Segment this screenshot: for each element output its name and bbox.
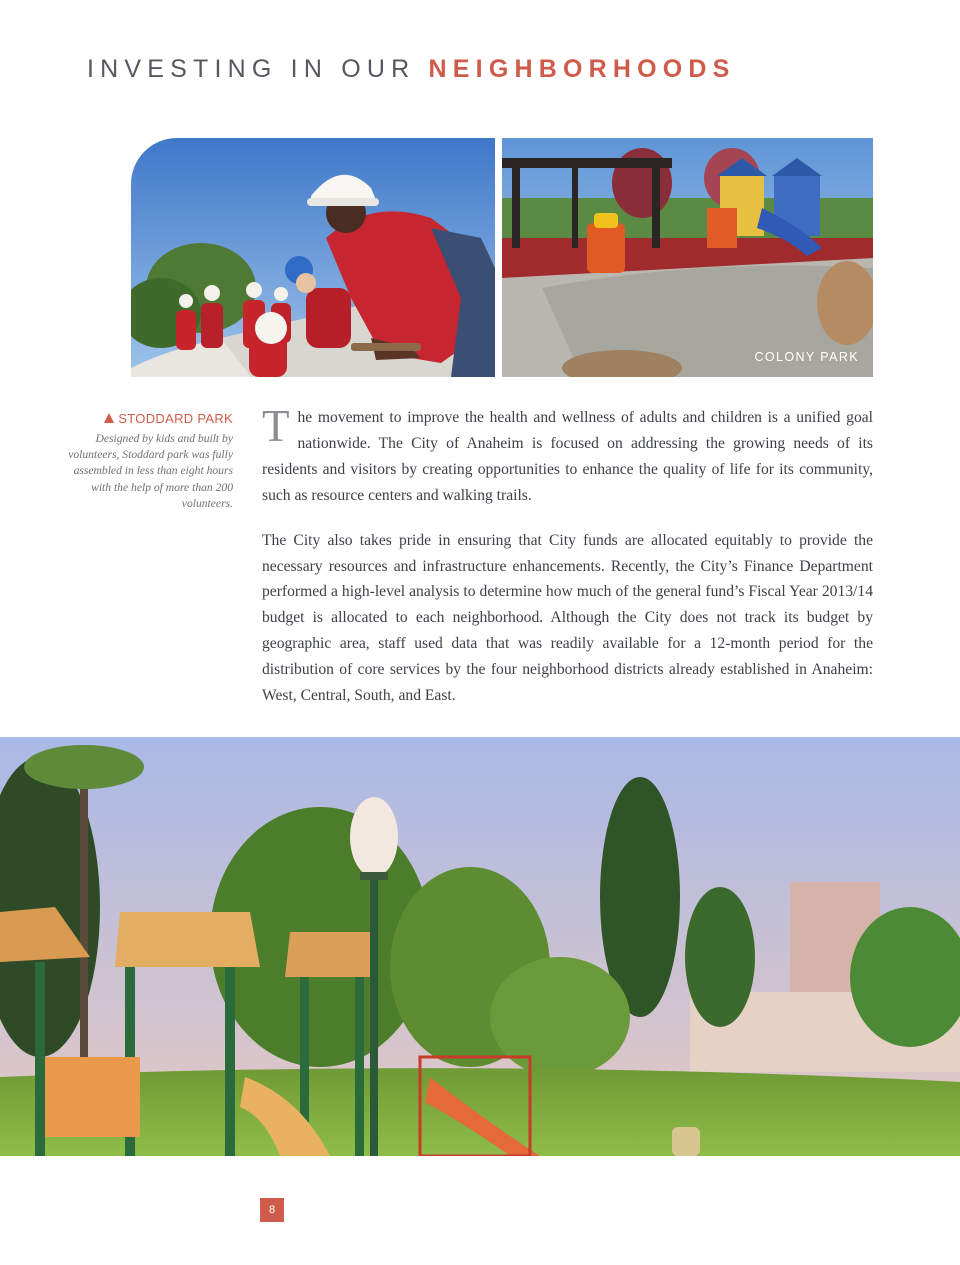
caption-title-text: STODDARD PARK [118, 411, 233, 426]
page-header [87, 52, 736, 86]
paragraph-2: The City also takes pride in ensuring that City funds are allocated equitably to provide the necessary resources and infrastructure enhancements. Recently, the City’s Finance Department performed a high-level analysis to determine how much of the general fund’s Fiscal Year 2013/14 budget is allocated to each neighborhood. Although the City does not track its budget by geographic area, staff used data that was readily available for a 12-month period for the distribution of core services by the four neighborhood districts already established in Anaheim: West, Central, South, and East. [262, 531, 873, 705]
header-title-accent: NEIGHBORHOODS [428, 55, 736, 83]
colony-park-photo [502, 138, 873, 377]
park-playground-photo [0, 737, 960, 1156]
stoddard-park-sidebar [60, 410, 233, 512]
paragraph-1-text: he movement to improve the health and wellness of adults and children is a unified goal nationwide. The City of Anaheim is focused on addressing the growing needs of its residents and visitors by creating opportunities to enhance the quality of life for its community, such as resource centers and walking trails. [262, 409, 873, 504]
paragraph-1 [262, 401, 873, 509]
stoddard-park-caption-body: Designed by kids and built by volunteers, Stoddard park was fully assembled in less than eight hours with the help of more than 200 volunteers. [68, 432, 233, 510]
park-panorama-photo [0, 737, 960, 1156]
article-body [262, 401, 873, 709]
stoddard-park-photo [131, 138, 495, 377]
colony-park-playground-image [502, 138, 873, 377]
stoddard-park-caption-title [60, 410, 233, 428]
drop-cap: T [262, 401, 290, 451]
volunteers-building-photo [131, 138, 495, 377]
colony-park-caption: COLONY PARK [754, 350, 859, 364]
header-title-plain: INVESTING IN OUR [87, 55, 416, 83]
triangle-up-icon [104, 413, 114, 423]
page-number: 8 [260, 1198, 284, 1222]
